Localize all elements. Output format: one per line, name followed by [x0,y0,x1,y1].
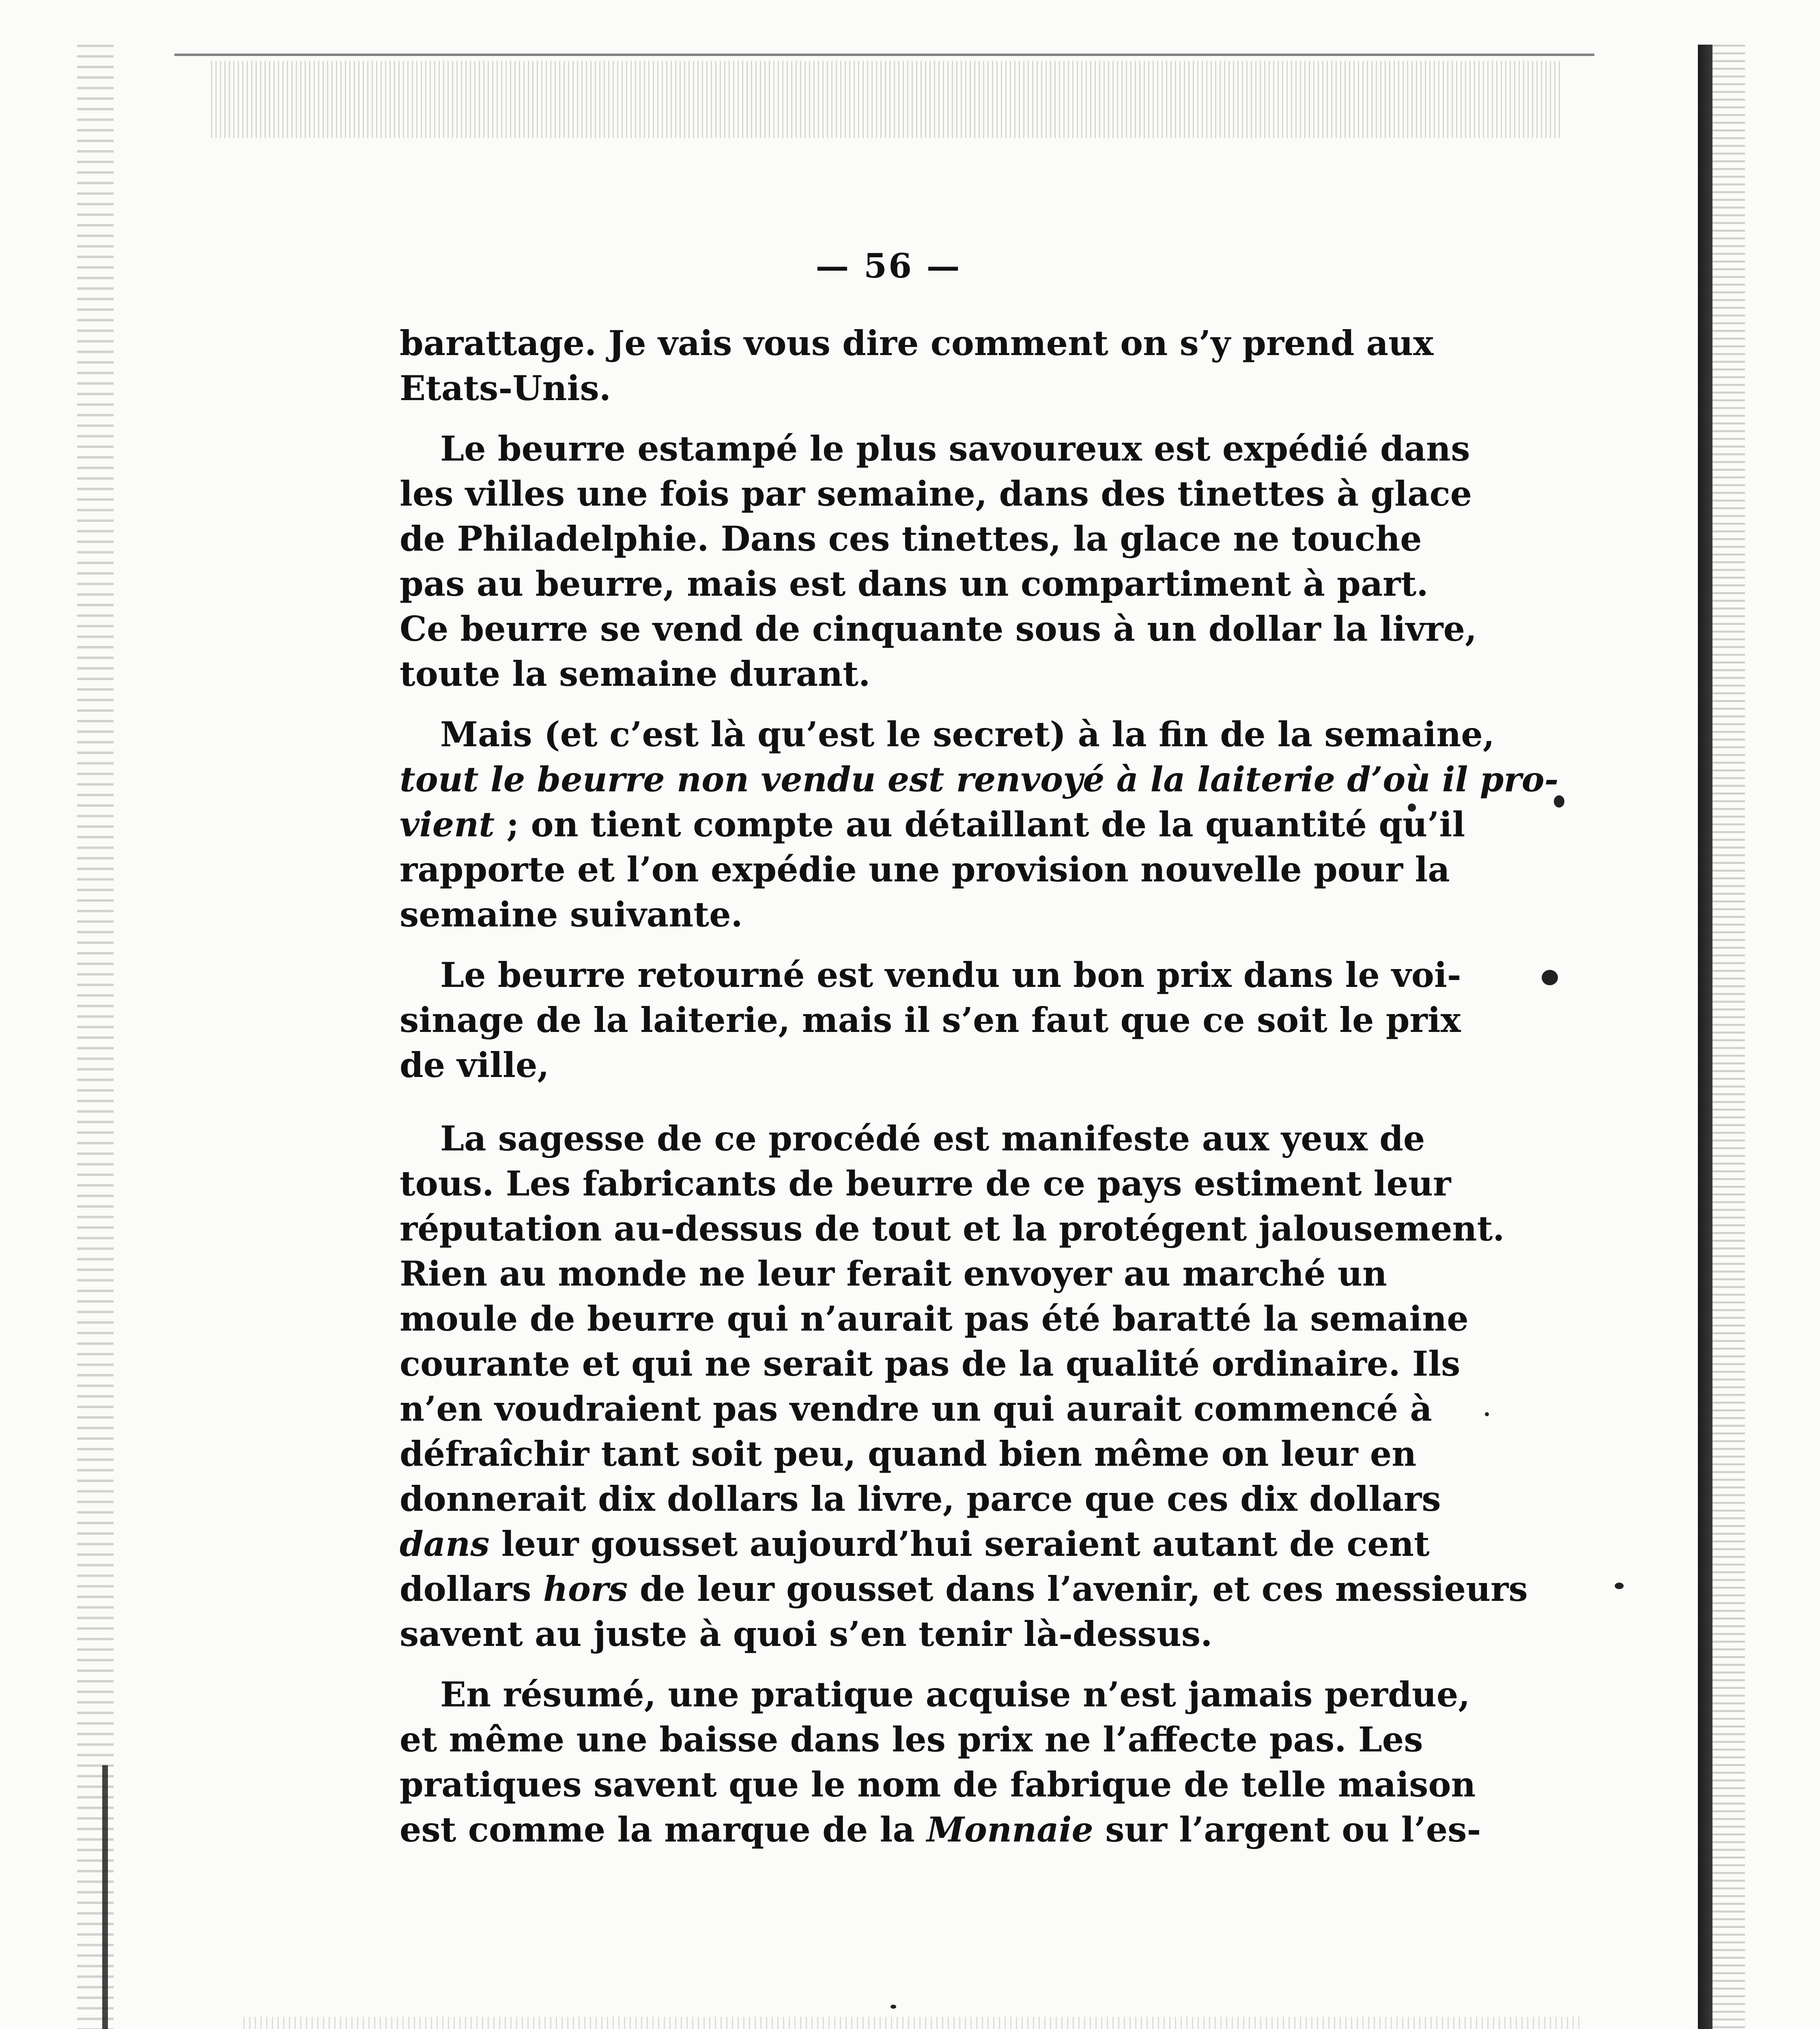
italic-text: hors [543,1569,628,1609]
scan-right-shadow [1712,45,1745,2029]
italic-text: tout le beurre non vendu est renvoyé à la laiterie d’où il pro- [400,759,1559,799]
scan-speck [1485,1412,1489,1416]
text-line: défraîchir tant soit peu, quand bien même on leur en [400,1434,1417,1474]
text-line: tous. Les fabricants de beurre de ce pays estiment leur [400,1163,1451,1204]
text-line: Ce beurre se vend de cinquante sous à un dollar la livre, [400,609,1477,649]
text-line: courante et qui ne serait pas de la qualité ordinaire. Ils [400,1344,1461,1384]
scan-speck [1542,970,1558,985]
text-line: les villes une fois par semaine, dans des tinettes à glace [400,474,1472,514]
text-line: rapporte et l’on expédie une provision nouvelle pour la [400,849,1450,890]
page-number: — 56 — [815,247,962,286]
text-line: donnerait dix dollars la livre, parce que ces dix dollars [400,1479,1441,1519]
text-line: et même une baisse dans les prix ne l’affecte pas. Les [400,1719,1423,1760]
text-line: La sagesse de ce procédé est manifeste aux yeux de [440,1118,1425,1159]
text-line: de Philadelphie. Dans ces tinettes, la glace ne touche [400,519,1422,559]
text-line: semaine suivante. [400,894,743,935]
scan-speck [891,2005,896,2009]
text-line: toute la semaine durant. [400,654,871,694]
scan-speck [1615,1583,1624,1589]
text-line: vient ; on tient compte au détaillant de la quantité qu’il [400,804,1465,844]
text-line [400,757,1559,802]
scan-top-noise [211,61,1562,138]
paragraph-6 [400,1672,1481,1852]
text-line: dollars hors de leur gousset dans l’avenir, et ces messieurs [400,1569,1528,1609]
text-line: pratiques savent que le nom de fabrique de telle maison [400,1764,1476,1805]
italic-text: Monnaie [927,1809,1093,1850]
text-line: En résumé, une pratique acquise n’est jamais perdue, [440,1674,1470,1715]
text-line: pas au beurre, mais est dans un compartiment à part. [400,564,1428,604]
text-line: Mais (et c’est là qu’est le secret) à la fin de la semaine, [440,714,1495,754]
paragraph-4 [400,952,1461,1088]
scan-right-border [1698,45,1712,2029]
text-line: réputation au-dessus de tout et la protégent jalousement. [400,1208,1505,1249]
paragraph-5 [400,1116,1528,1656]
paragraph-2 [400,426,1477,696]
text-line: n’en voudraient pas vendre un qui aurait commencé à [400,1389,1432,1429]
paragraph-1 [400,321,1434,411]
italic-text: dans [400,1524,490,1564]
text-line: sinage de la laiterie, mais il s’en faut que ce soit le prix [400,1000,1461,1040]
italic-text: vient [400,804,495,844]
text-line: Rien au monde ne leur ferait envoyer au marché un [400,1254,1387,1294]
text-line: est comme la marque de la Monnaie sur l’argent ou l’es- [400,1809,1481,1850]
text-line: Le beurre estampé le plus savoureux est expédié dans [440,429,1470,469]
page-body [400,321,1559,1852]
text-line: Le beurre retourné est vendu un bon prix dans le voi- [440,955,1461,995]
paragraph-3 [400,712,1559,937]
text-line: barattage. Je vais vous dire comment on s’y prend aux [400,323,1434,363]
text-line: moule de beurre qui n’aurait pas été baratté la semaine [400,1299,1469,1339]
text-line: de ville, [400,1045,549,1085]
text-line: dans leur gousset aujourd’hui seraient autant de cent [400,1524,1430,1564]
scan-bottom-noise [243,2017,1582,2029]
scan-top-border [174,54,1594,56]
scan-left-binding-mark [102,1765,108,2029]
scan-left-edge [77,45,114,2029]
text-line: Etats-Unis. [400,368,611,408]
text-line: savent au juste à quoi s’en tenir là-dessus. [400,1614,1213,1654]
